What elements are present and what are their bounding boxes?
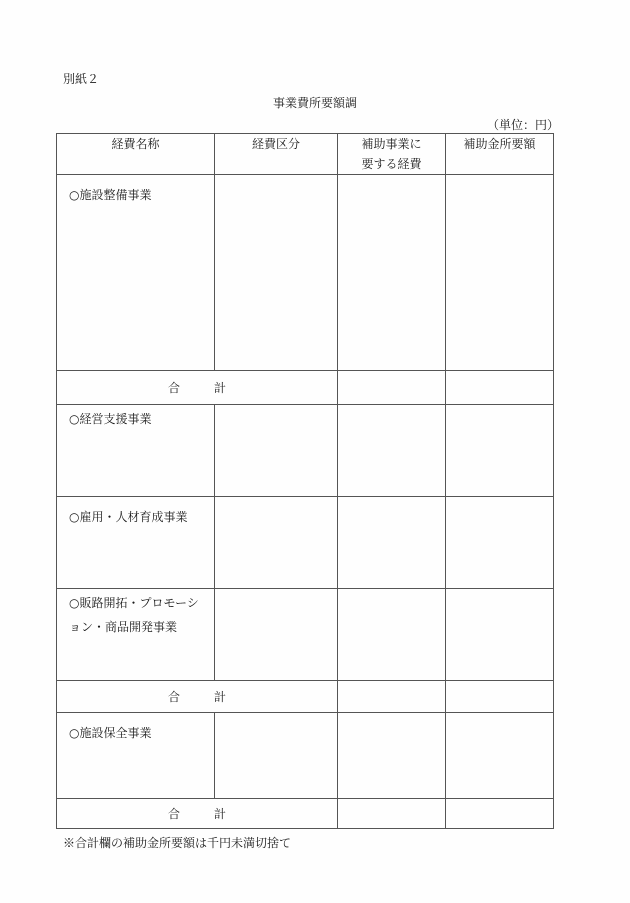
total-label [57,681,338,713]
total-label-char1: 合 [167,690,180,704]
expense-name-cell: ○経営支援事業 [57,405,215,497]
total-label-char2: 計 [214,807,227,821]
expense-name-line2: ョン・商品開発事業 [69,620,178,634]
header-required-cost-line1: 補助事業に [361,137,422,151]
table-row [57,405,554,497]
unit-label: （単位：円） [486,118,559,132]
footnote: ※合計欄の補助金所要額は千円未満切捨て [63,836,292,850]
expense-category-cell[interactable] [215,589,338,681]
total-required-cost-cell[interactable] [338,371,446,405]
subsidy-amount-cell[interactable] [446,497,554,589]
total-label-char2: 計 [214,381,227,395]
expense-category-cell[interactable] [215,497,338,589]
expense-name-cell [57,589,215,681]
header-expense-category: 経費区分 [215,134,338,175]
subsidy-amount-cell[interactable] [446,713,554,799]
total-row [57,681,554,713]
total-label [57,371,338,405]
total-required-cost-cell[interactable] [338,681,446,713]
total-subsidy-amount-cell[interactable] [446,799,554,829]
subsidy-amount-cell[interactable] [446,405,554,497]
header-subsidy-amount: 補助金所要額 [446,134,554,175]
header-row [57,134,554,175]
required-cost-cell[interactable] [338,713,446,799]
expense-category-cell[interactable] [215,175,338,371]
table-row [57,175,554,371]
required-cost-cell[interactable] [338,497,446,589]
subsidy-amount-cell[interactable] [446,175,554,371]
subsidy-amount-cell[interactable] [446,589,554,681]
document-title: 事業費所要額調 [272,96,357,110]
expense-name-cell: ○雇用・人材育成事業 [57,497,215,589]
total-label-char2: 計 [214,690,227,704]
header-expense-name: 経費名称 [57,134,215,175]
attachment-label: 別紙２ [63,72,100,86]
total-label [57,799,338,829]
total-label-char1: 合 [167,807,180,821]
expense-name-cell: ○施設整備事業 [57,175,215,371]
required-cost-cell[interactable] [338,175,446,371]
total-required-cost-cell[interactable] [338,799,446,829]
table-row [57,589,554,681]
total-subsidy-amount-cell[interactable] [446,681,554,713]
table-row [57,497,554,589]
total-row [57,371,554,405]
header-required-cost-line2: 要する経費 [361,157,422,171]
expense-name-cell: ○施設保全事業 [57,713,215,799]
required-cost-cell[interactable] [338,589,446,681]
expense-name-line1: ○販路開拓・プロモーシ [69,596,199,610]
expense-category-cell[interactable] [215,713,338,799]
table-row [57,713,554,799]
cost-table [56,133,554,829]
required-cost-cell[interactable] [338,405,446,497]
total-subsidy-amount-cell[interactable] [446,371,554,405]
total-label-char1: 合 [167,381,180,395]
expense-category-cell[interactable] [215,405,338,497]
header-required-cost [338,134,446,175]
total-row [57,799,554,829]
